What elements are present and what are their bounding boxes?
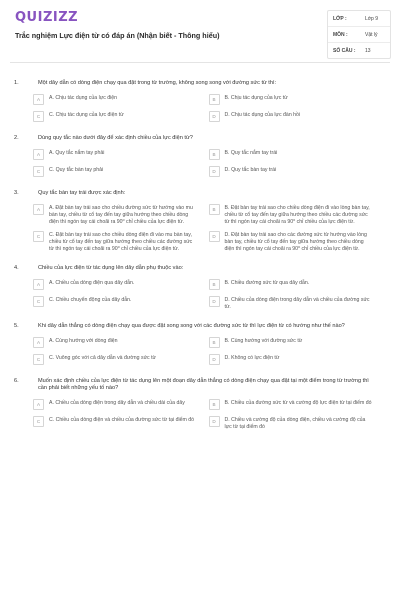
option-letter-box[interactable]: A	[33, 337, 44, 348]
worksheet-title: Trắc nghiệm Lực điện từ có đáp án (Nhận biết - Thông hiểu)	[15, 31, 220, 40]
option-text: A. Quy tắc nắm tay phải	[49, 150, 105, 156]
question-item	[0, 135, 400, 178]
option-letter-box[interactable]: A	[33, 204, 44, 215]
question-row	[0, 80, 400, 87]
answer-option-a[interactable]	[33, 204, 197, 226]
option-text: A. Cùng hướng với dòng điện	[49, 338, 118, 344]
options-grid	[33, 204, 372, 253]
option-text: B. Cùng hướng với đường sức từ	[224, 338, 303, 344]
question-row	[0, 378, 400, 392]
options-grid	[33, 337, 372, 366]
question-text: Dùng quy tắc nào dưới đây để xác định chiều của lực điện từ?	[38, 135, 193, 141]
question-number: 3.	[14, 190, 19, 196]
option-text: B. Quy tắc nắm tay trái	[224, 150, 278, 156]
options-grid	[33, 149, 372, 178]
question-row	[0, 323, 400, 330]
option-letter-box[interactable]: A	[33, 149, 44, 160]
option-text: C. Chiều chuyển động của dây dẫn.	[49, 297, 132, 303]
option-letter-box[interactable]: A	[33, 399, 44, 410]
option-letter-box[interactable]: A	[33, 279, 44, 290]
option-letter-box[interactable]: A	[33, 94, 44, 105]
question-item	[0, 80, 400, 123]
option-text: D. Chịu tác dụng của lực đàn hồi	[224, 112, 301, 118]
option-text: C. Chịu tác dụng của lực điện từ	[49, 112, 124, 118]
question-item	[0, 323, 400, 366]
option-text: D. Quy tắc bàn tay trái	[224, 167, 277, 173]
info-label: SỐ CÂU :	[333, 47, 356, 54]
option-letter-box[interactable]: B	[209, 399, 220, 410]
answer-option-b[interactable]	[209, 149, 373, 161]
option-text: B. Chiều đường sức từ qua dây dẫn.	[224, 280, 310, 286]
option-letter-box[interactable]: D	[209, 416, 220, 427]
option-text: A. Chịu tác dụng của lực điện	[49, 95, 118, 101]
option-letter-box[interactable]: C	[33, 111, 44, 122]
option-letter-box[interactable]: D	[209, 296, 220, 307]
answer-option-a[interactable]	[33, 399, 197, 411]
option-text: B. Chịu tác dụng của lực từ	[224, 95, 288, 101]
answer-option-b[interactable]	[209, 204, 373, 226]
question-text: Một dây dẫn có dòng điện chạy qua đặt trong từ trường, không song song với đường sức từ thì:	[38, 80, 277, 86]
info-box	[327, 10, 391, 59]
option-text: A. Chiều của dòng điện trong dây dẫn và chiều dài của dây	[49, 400, 185, 406]
answer-option-c[interactable]	[33, 166, 197, 178]
answer-option-d[interactable]	[209, 231, 373, 253]
answer-option-c[interactable]	[33, 416, 197, 431]
info-label: MÔN :	[333, 31, 348, 38]
answer-option-d[interactable]	[209, 416, 373, 431]
option-letter-box[interactable]: C	[33, 416, 44, 427]
option-text: B. Đặt bàn tay trái sao cho chiều dòng điện đi vào lòng bàn tay, chiều từ cổ tay đến tay giữa hướng theo chiều các đường sức từ thì ngón tay cái choãi ra 90⁰ chỉ chiều của lực điện từ.	[224, 205, 370, 225]
option-letter-box[interactable]: D	[209, 354, 220, 365]
info-row-class	[328, 11, 390, 27]
option-text: C. Quy tắc bàn tay phải	[49, 167, 104, 173]
option-text: D. Không có lực điện từ	[224, 355, 280, 361]
option-letter-box[interactable]: C	[33, 231, 44, 242]
answer-option-d[interactable]	[209, 354, 373, 366]
info-label: LỚP :	[333, 15, 347, 22]
question-row	[0, 135, 400, 142]
answer-option-b[interactable]	[209, 279, 373, 291]
option-letter-box[interactable]: D	[209, 231, 220, 242]
option-letter-box[interactable]: D	[209, 111, 220, 122]
answer-option-c[interactable]	[33, 296, 197, 311]
option-letter-box[interactable]: B	[209, 204, 220, 215]
option-text: B. Chiều của đường sức từ và cường độ lực điện từ tại điểm đó	[224, 400, 372, 406]
question-row	[0, 190, 400, 197]
option-letter-box[interactable]: B	[209, 94, 220, 105]
options-grid	[33, 399, 372, 431]
info-value: 13	[365, 47, 371, 54]
header-divider	[10, 62, 390, 63]
option-letter-box[interactable]: D	[209, 166, 220, 177]
worksheet-header	[0, 0, 400, 62]
question-number: 1.	[14, 80, 19, 86]
quizizz-logo: QUIZIZZ	[15, 10, 79, 25]
answer-option-c[interactable]	[33, 111, 197, 123]
answer-option-a[interactable]	[33, 94, 197, 106]
question-item	[0, 265, 400, 311]
answer-option-d[interactable]	[209, 296, 373, 311]
info-value: Lớp 9	[365, 15, 379, 22]
info-value: Vật lý	[365, 31, 378, 38]
answer-option-b[interactable]	[209, 94, 373, 106]
option-letter-box[interactable]: C	[33, 354, 44, 365]
question-number: 4.	[14, 265, 19, 271]
answer-option-d[interactable]	[209, 166, 373, 178]
question-text: Khi dây dẫn thẳng có dòng điện chạy qua được đặt song song với các đường sức từ thì lực điện từ có hướng như thế nào?	[38, 323, 345, 329]
question-number: 5.	[14, 323, 19, 329]
option-text: A. Đặt bàn tay trái sao cho chiều đường sức từ hướng vào mu bàn tay, chiều từ cổ tay đến tay giữa hướng theo chiều dòng điện thì ngón tay cái choãi ra 90⁰ chỉ chiều của lực điện từ.	[49, 205, 193, 225]
question-number: 6.	[14, 378, 19, 384]
question-text: Chiều của lực điện từ tác dụng lên dây dẫn phụ thuộc vào:	[38, 265, 184, 271]
answer-option-b[interactable]	[209, 399, 373, 411]
option-text: C. Đặt bàn tay trái sao cho chiều dòng điện đi vào mu bàn tay, chiều từ cổ tay đến tay giữa hướng theo chiều các đường sức từ thì ngón tay cái choãi ra 90⁰ chỉ chiều của lực điện từ.	[49, 232, 193, 252]
answer-option-a[interactable]	[33, 337, 197, 349]
options-grid	[33, 94, 372, 123]
answer-option-b[interactable]	[209, 337, 373, 349]
question-text: Muốn xác định chiều của lực điện từ tác dụng lên một đoạn dây dẫn thẳng có dòng điện chạy qua đặt tại một điểm trong từ trường thì cần phải biết những yếu tố nào?	[38, 378, 369, 391]
answer-option-d[interactable]	[209, 111, 373, 123]
option-text: D. Chiều của dòng điện trong dây dẫn và chiều của đường sức từ.	[224, 297, 370, 310]
question-item	[0, 190, 400, 253]
option-text: D. Đặt bàn tay trái sao cho các đường sức từ hướng vào lòng bàn tay, chiều từ cổ tay đến tay giữa hướng theo chiều dòng điện thì ngón tay cái choãi ra 90⁰ chỉ chiều của lực điện từ.	[224, 232, 367, 252]
option-letter-box[interactable]: B	[209, 279, 220, 290]
option-letter-box[interactable]: C	[33, 296, 44, 307]
option-letter-box[interactable]: B	[209, 337, 220, 348]
option-text: D. Chiều và cường độ của dòng điện, chiều và cường độ của lực từ tại điểm đó	[224, 417, 366, 430]
answer-option-c[interactable]	[33, 231, 197, 253]
option-text: A. Chiều của dòng điện qua dây dẫn.	[49, 280, 135, 286]
option-letter-box[interactable]: B	[209, 149, 220, 160]
options-grid	[33, 279, 372, 311]
info-row-count	[328, 43, 390, 58]
question-row	[0, 265, 400, 272]
answer-option-a[interactable]	[33, 149, 197, 161]
question-text: Quy tắc bàn tay trái được xác định:	[38, 190, 126, 196]
option-letter-box[interactable]: C	[33, 166, 44, 177]
question-item	[0, 378, 400, 431]
question-list	[0, 80, 400, 443]
option-text: C. Chiều của dòng điện và chiều của đường sức từ tại điểm đó	[49, 417, 195, 423]
question-number: 2.	[14, 135, 19, 141]
answer-option-a[interactable]	[33, 279, 197, 291]
info-row-subject	[328, 27, 390, 43]
option-text: C. Vuông góc với cả dây dẫn và đường sức từ	[49, 355, 156, 361]
answer-option-c[interactable]	[33, 354, 197, 366]
